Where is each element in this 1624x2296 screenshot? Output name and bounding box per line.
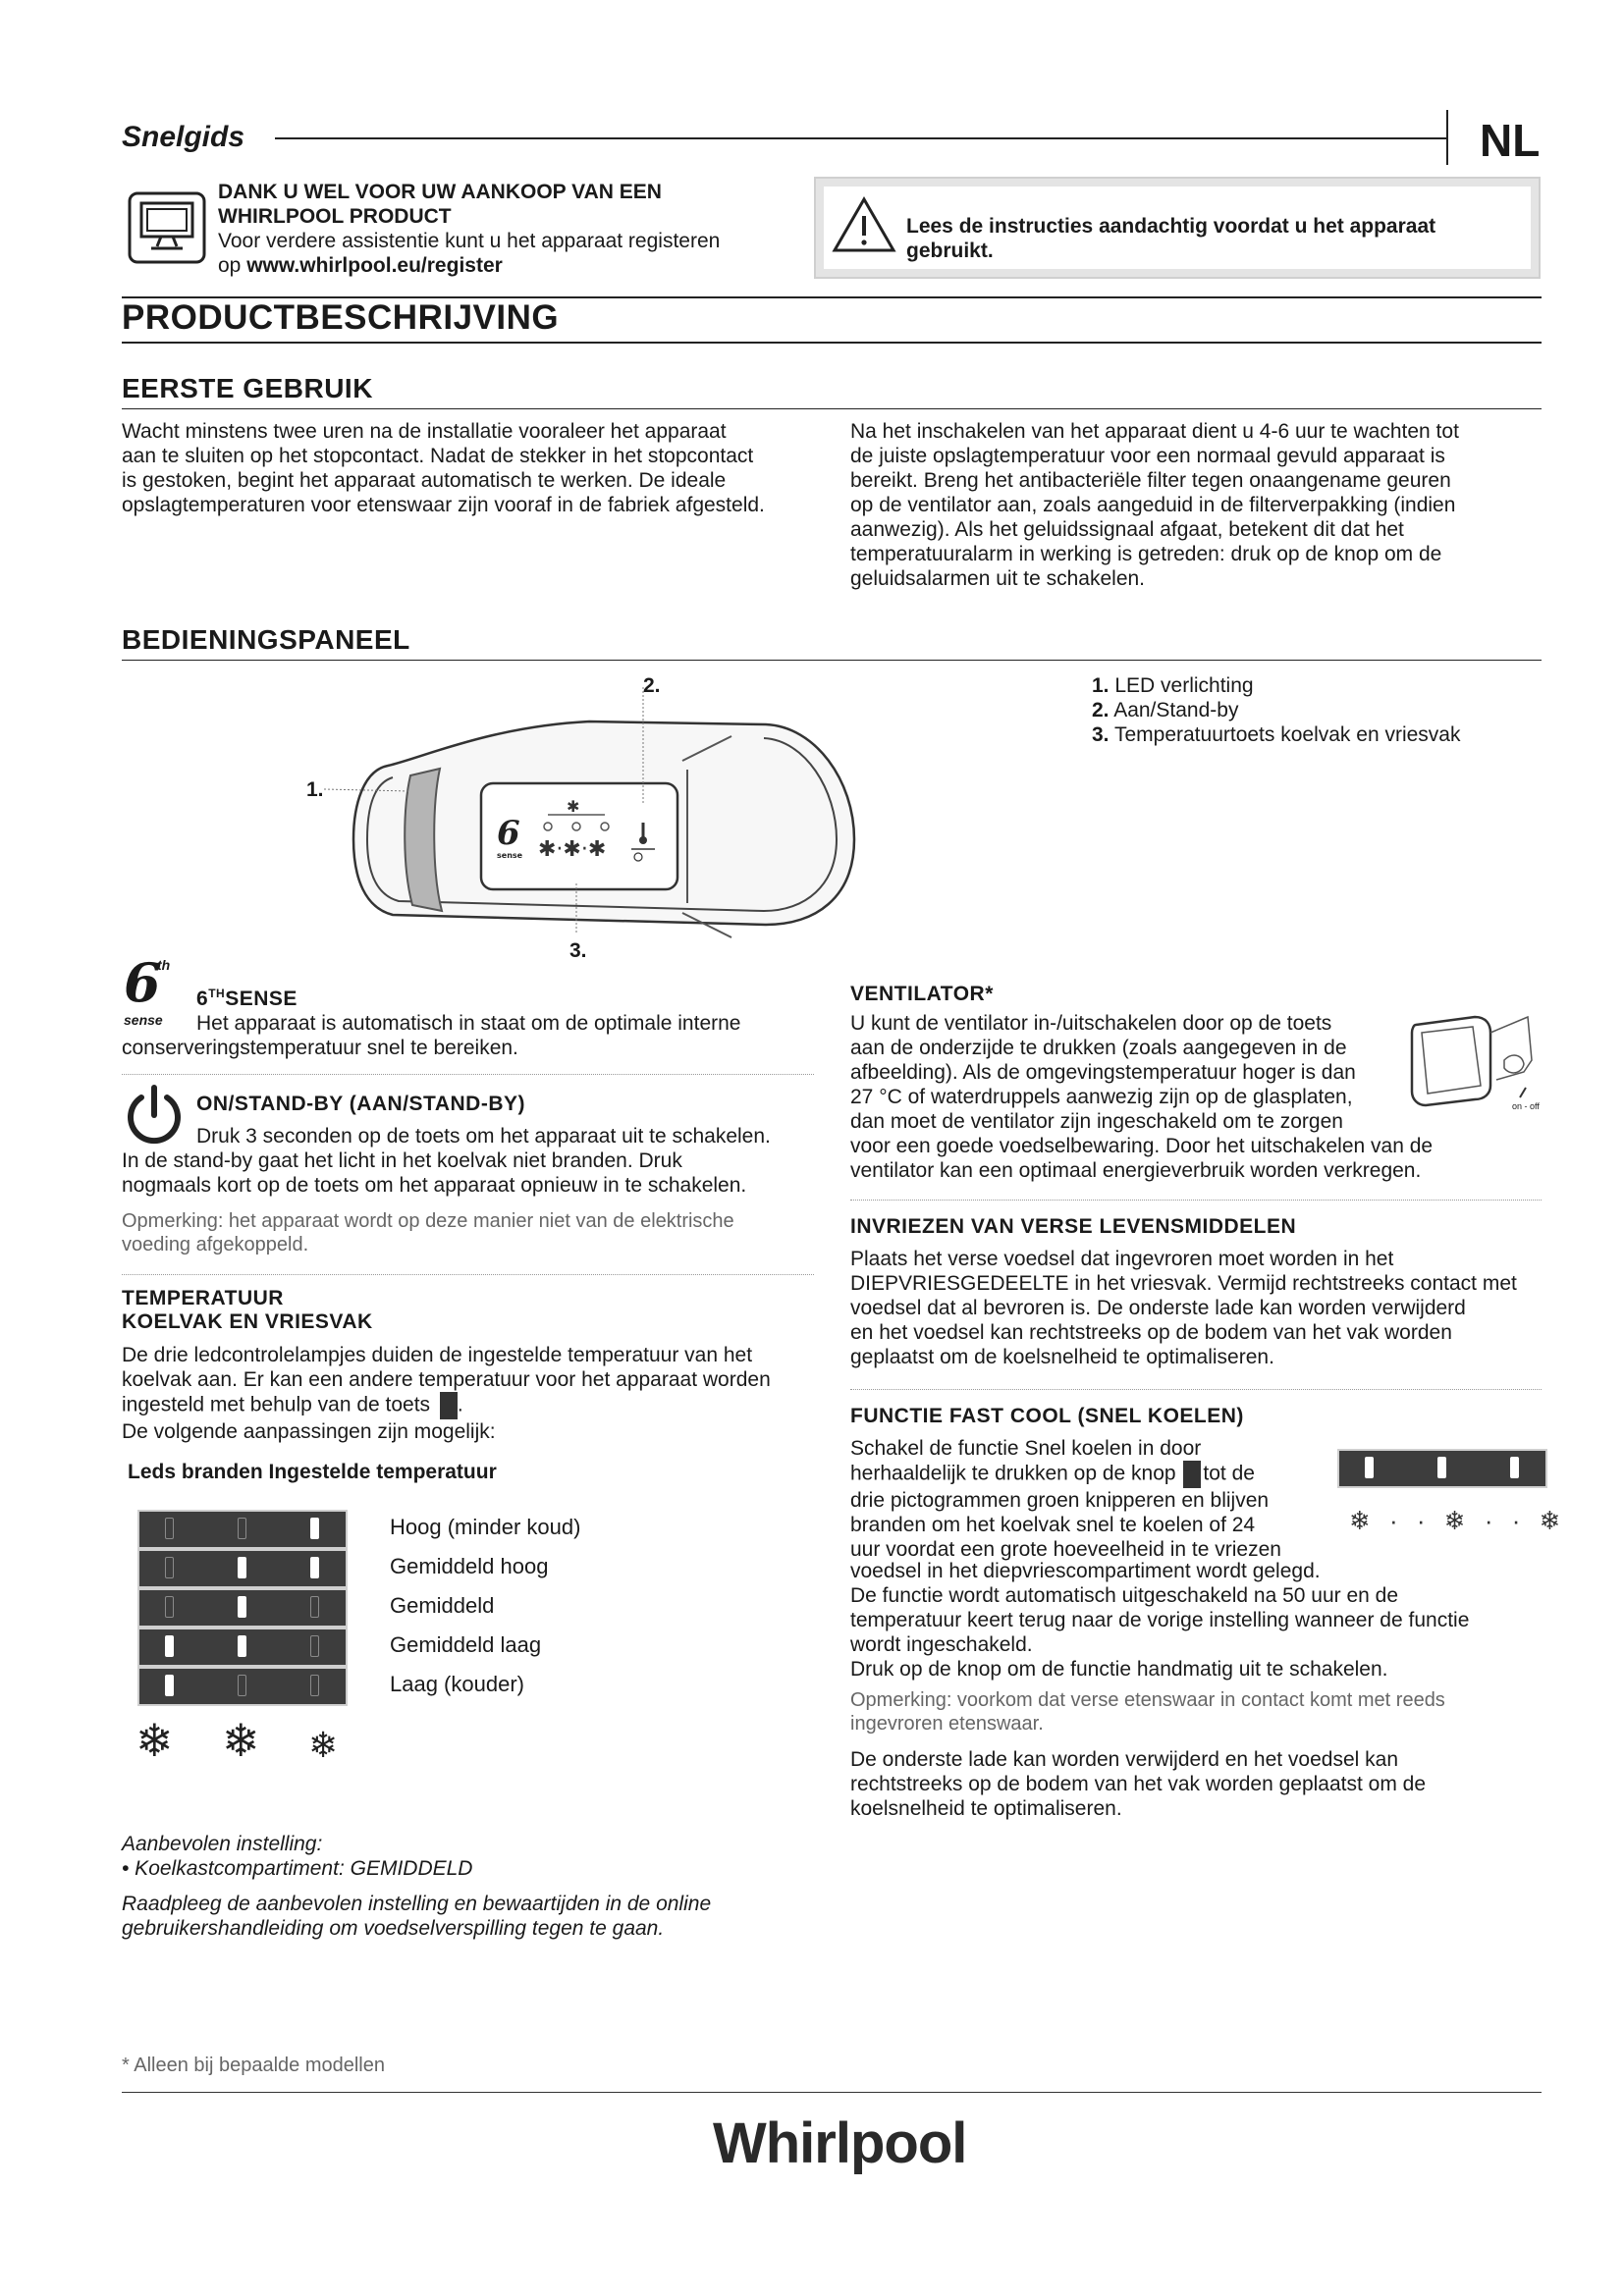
fan-switch-label: on - off xyxy=(1512,1101,1540,1111)
text-line: De onderste lade kan worden verwijderd en het voedsel kan xyxy=(850,1748,1399,1771)
text-line: • Koelkastcompartiment: GEMIDDELD xyxy=(122,1857,473,1880)
snowflake-icon: ❄ xyxy=(1349,1506,1377,1535)
thanks-line-1: DANK U WEL VOOR UW AANKOOP VAN EEN xyxy=(218,181,662,203)
bedieningspaneel-title: BEDIENINGSPANEEL xyxy=(122,624,410,655)
main-title-bottom-rule xyxy=(122,342,1542,344)
consult-text xyxy=(122,1892,711,1941)
text-line: rechtstreeks op de bodem van het vak worden geplaatst om de xyxy=(850,1773,1427,1795)
level-label: Laag (kouder) xyxy=(390,1672,524,1696)
eerste-gebruik-right xyxy=(850,419,1538,591)
text-line: voedsel dat al bevroren is. De onderste lade kan worden verwijderd xyxy=(850,1297,1466,1319)
snowflake-icon: ❄ xyxy=(1443,1506,1472,1535)
temperatuur-text xyxy=(122,1343,771,1444)
warning-icon xyxy=(832,196,896,258)
svg-text:✱: ✱ xyxy=(567,797,580,816)
guide-title: Snelgids xyxy=(122,121,245,153)
sixth-sense-line-1: Het apparaat is automatisch in staat om de optimale interne xyxy=(196,1012,741,1035)
text-line: aan te sluiten op het stopcontact. Nadat de stekker in het stopcontact xyxy=(122,445,754,467)
fast-cool-key-icon xyxy=(1183,1461,1201,1488)
text-line: Wacht minstens twee uren na de installatie vooraleer het apparaat xyxy=(122,420,727,443)
legend-item-1: 1. LED verlichting xyxy=(1092,674,1254,697)
on-standby-line-1: Druk 3 seconden op de toets om het apparaat uit te schakelen. xyxy=(196,1125,771,1148)
note-line: Opmerking: voorkom dat verse etenswaar in contact komt met reeds xyxy=(850,1689,1445,1711)
note-line: voeding afgekoppeld. xyxy=(122,1234,309,1255)
thanks-line-2: WHIRLPOOL PRODUCT xyxy=(218,205,452,228)
led-indicator xyxy=(165,1635,174,1657)
snowflake-icon: ❄ xyxy=(1539,1506,1567,1535)
text-line: koelsnelheid te optimaliseren. xyxy=(850,1797,1122,1820)
text-line: en het voedsel kan rechtstreeks op de bodem van het vak worden xyxy=(850,1321,1452,1344)
control-legend xyxy=(1092,673,1460,747)
led-indicator xyxy=(238,1675,246,1696)
text-line: opslagtemperaturen voor etenswaar zijn vooraf in de fabriek afgesteld. xyxy=(122,494,765,516)
svg-text:6: 6 xyxy=(497,814,520,853)
led-table-header: Leds branden Ingestelde temperatuur xyxy=(128,1461,497,1483)
text-line: dan moet de ventilator zijn ingeschakeld om te zorgen xyxy=(850,1110,1343,1133)
ventilator-title: VENTILATOR* xyxy=(850,983,994,1005)
text-line: de juiste opslagtemperatuur voor een normaal gevuld apparaat is xyxy=(850,445,1445,467)
divider xyxy=(850,1200,1542,1201)
fast-cool-text-wide xyxy=(850,1559,1469,1682)
led-indicator xyxy=(310,1675,319,1696)
snowflake-medium-icon: ❄ xyxy=(222,1715,260,1766)
level-label: Gemiddeld xyxy=(390,1593,495,1618)
text-line: voor een goede voedselbewaring. Door het uitschakelen van de xyxy=(850,1135,1434,1157)
led-indicator xyxy=(1510,1457,1519,1478)
on-standby-title: ON/STAND-BY (AAN/STAND-BY) xyxy=(196,1093,525,1115)
text-line: wordt ingeschakeld. xyxy=(850,1633,1033,1656)
led-level-panel xyxy=(137,1549,348,1588)
text-line: is gestoken, begint het apparaat automatisch te werken. De ideale xyxy=(122,469,727,492)
text-line: De drie ledcontrolelampjes duiden de ingestelde temperatuur van het xyxy=(122,1344,753,1366)
text-line: op de ventilator aan, zoals aangeduid in de filterverpakking (indien xyxy=(850,494,1456,516)
register-link[interactable]: www.whirlpool.eu/register xyxy=(246,254,503,277)
legend-item-2: 2. Aan/Stand-by xyxy=(1092,699,1239,721)
led-indicator xyxy=(238,1596,246,1618)
sixth-sense-logo: 6 th sense xyxy=(124,951,171,1028)
eerste-gebruik-left xyxy=(122,419,829,517)
note-line: ingevroren etenswaar. xyxy=(850,1713,1044,1735)
control-panel-illustration xyxy=(295,667,884,977)
text-line: uur voordat een grote hoeveelheid in te vriezen xyxy=(850,1538,1281,1561)
led-indicator xyxy=(238,1557,246,1578)
divider xyxy=(122,1074,814,1075)
on-standby-note xyxy=(122,1209,734,1256)
divider xyxy=(850,1389,1542,1390)
text-line-with-key: herhaaldelijk te drukken op de knop tot de xyxy=(850,1461,1281,1488)
text-line: afbeelding). Als de omgevingstemperatuur hoger is dan xyxy=(850,1061,1356,1084)
temperatuur-title-1: TEMPERATUUR xyxy=(122,1287,284,1309)
led-level-panel xyxy=(137,1510,348,1549)
on-standby-line-3: nogmaals kort op de toets om het apparaat opnieuw in te schakelen. xyxy=(122,1174,747,1197)
text-line: geluidsalarmen uit te schakelen. xyxy=(850,567,1146,590)
level-label: Gemiddeld laag xyxy=(390,1632,542,1657)
header-rule xyxy=(275,137,1448,139)
led-indicator xyxy=(310,1596,319,1618)
text-line: Raadpleeg de aanbevolen instelling en bewaartijden in de online xyxy=(122,1893,712,1915)
led-level-panel xyxy=(137,1588,348,1628)
text-line: Schakel de functie Snel koelen in door xyxy=(850,1437,1202,1460)
warning-line-1: Lees de instructies aandachtig voordat u het apparaat xyxy=(906,215,1436,238)
text-line: De volgende aanpassingen zijn mogelijk: xyxy=(122,1420,496,1443)
warning-line-2: gebruikt. xyxy=(906,240,994,262)
fast-cool-led-panel xyxy=(1337,1449,1547,1488)
legend-item-3: 3. Temperatuurtoets koelvak en vriesvak xyxy=(1092,723,1461,746)
text-line: 27 °C of waterdruppels aanwezig zijn op de glasplaten, xyxy=(850,1086,1353,1108)
text-line: gebruikershandleiding om voedselverspilling tegen te gaan. xyxy=(122,1917,665,1940)
monitor-icon xyxy=(128,191,206,269)
text-line: U kunt de ventilator in-/uitschakelen door op de toets xyxy=(850,1012,1332,1035)
text-line: koelvak aan. Er kan een andere temperatuur voor het apparaat worden xyxy=(122,1368,771,1391)
fast-cool-note xyxy=(850,1688,1445,1735)
warning-box xyxy=(814,177,1541,279)
text-line: branden om het koelvak snel te koelen of 24 xyxy=(850,1514,1256,1536)
snowflake-small-icon: ❄ xyxy=(308,1725,339,1765)
led-indicator xyxy=(1365,1457,1374,1478)
fast-cool-text-narrow xyxy=(850,1436,1281,1562)
callout-2: 2. xyxy=(643,674,661,697)
footnote: * Alleen bij bepaalde modellen xyxy=(122,2055,385,2076)
header-rule-tick xyxy=(1446,110,1448,165)
led-indicator xyxy=(1437,1457,1446,1478)
register-line-2 xyxy=(218,253,503,278)
sixth-sense-title: 6THSENSE xyxy=(196,987,298,1010)
ventilator-text xyxy=(850,1011,1433,1183)
text-line: Na het inschakelen van het apparaat dient u 4-6 uur te wachten tot xyxy=(850,420,1459,443)
fast-cool-snowflakes: ❄ · · ❄ · · ❄ xyxy=(1349,1506,1567,1535)
led-indicator xyxy=(165,1675,174,1696)
text-line: geplaatst om de koelsnelheid te optimaliseren. xyxy=(850,1346,1274,1368)
temperature-key-icon xyxy=(440,1392,458,1419)
text-line: Aanbevolen instelling: xyxy=(122,1833,323,1855)
text-line: aanwezig). Als het geluidssignaal afgaat, betekent dit dat het xyxy=(850,518,1404,541)
fast-cool-title: FUNCTIE FAST COOL (SNEL KOELEN) xyxy=(850,1405,1244,1427)
level-label: Hoog (minder koud) xyxy=(390,1515,581,1539)
led-indicator xyxy=(310,1635,319,1657)
callout-1: 1. xyxy=(306,778,324,801)
text-line: ventilator kan een optimaal energieverbruik worden verkregen. xyxy=(850,1159,1422,1182)
temperatuur-title-2: KOELVAK EN VRIESVAK xyxy=(122,1310,373,1333)
text-line: bereikt. Breng het antibacteriële filter tegen onaangename geuren xyxy=(850,469,1451,492)
led-indicator xyxy=(238,1635,246,1657)
footer-rule xyxy=(122,2092,1542,2093)
power-icon xyxy=(122,1084,187,1153)
svg-text:✱·✱·✱: ✱·✱·✱ xyxy=(538,837,607,862)
level-label: Gemiddeld hoog xyxy=(390,1554,549,1578)
text-line-with-key: ingesteld met behulp van de toets . xyxy=(122,1392,771,1419)
invriezen-text xyxy=(850,1247,1517,1369)
led-indicator xyxy=(165,1596,174,1618)
text-line: temperatuuralarm in werking is getreden: druk op de knop om de xyxy=(850,543,1442,565)
language-code: NL xyxy=(1480,115,1541,166)
led-level-panel xyxy=(137,1667,348,1706)
invriezen-title: INVRIEZEN VAN VERSE LEVENSMIDDELEN xyxy=(850,1215,1297,1238)
led-level-panel xyxy=(137,1628,348,1667)
fast-cool-final xyxy=(850,1747,1426,1821)
text-line: drie pictogrammen groen knipperen en blijven xyxy=(850,1489,1270,1512)
recommended-setting xyxy=(122,1832,472,1881)
led-indicator xyxy=(238,1518,246,1539)
register-prefix: op xyxy=(218,254,247,277)
text-line: Plaats het verse voedsel dat ingevroren moet worden in het xyxy=(850,1248,1394,1270)
led-indicator xyxy=(165,1518,174,1539)
svg-text:sense: sense xyxy=(497,851,523,860)
divider xyxy=(122,1274,814,1275)
led-indicator xyxy=(310,1518,319,1539)
text-line: De functie wordt automatisch uitgeschakeld na 50 uur en de xyxy=(850,1584,1399,1607)
text-line: temperatuur keert terug naar de vorige instelling wanneer de functie xyxy=(850,1609,1470,1631)
sixth-sense-line-2: conserveringstemperatuur snel te bereiken. xyxy=(122,1037,518,1059)
ventilator-illustration xyxy=(1406,1003,1543,1126)
on-standby-line-2: In de stand-by gaat het licht in het koelvak niet branden. Druk xyxy=(122,1149,682,1172)
main-title: PRODUCTBESCHRIJVING xyxy=(122,298,560,337)
text-line: aan de onderzijde te drukken (zoals aangegeven in de xyxy=(850,1037,1347,1059)
led-indicator xyxy=(165,1557,174,1578)
whirlpool-logo: Whirlpool xyxy=(713,2111,967,2175)
snowflake-large-icon: ❄ xyxy=(135,1715,174,1766)
eerste-gebruik-title: EERSTE GEBRUIK xyxy=(122,373,373,403)
register-line-1: Voor verdere assistentie kunt u het apparaat registeren xyxy=(218,230,721,252)
callout-3: 3. xyxy=(569,939,587,962)
bedieningspaneel-rule xyxy=(122,660,1542,661)
note-line: Opmerking: het apparaat wordt op deze manier niet van de elektrische xyxy=(122,1210,734,1232)
led-indicator xyxy=(310,1557,319,1578)
text-line: DIEPVRIESGEDEELTE in het vriesvak. Vermijd rechtstreeks contact met xyxy=(850,1272,1517,1295)
text-line: Druk op de knop om de functie handmatig uit te schakelen. xyxy=(850,1658,1388,1681)
eerste-gebruik-rule xyxy=(122,408,1542,409)
text-line: voedsel in het diepvriescompartiment wordt gelegd. xyxy=(850,1560,1321,1582)
